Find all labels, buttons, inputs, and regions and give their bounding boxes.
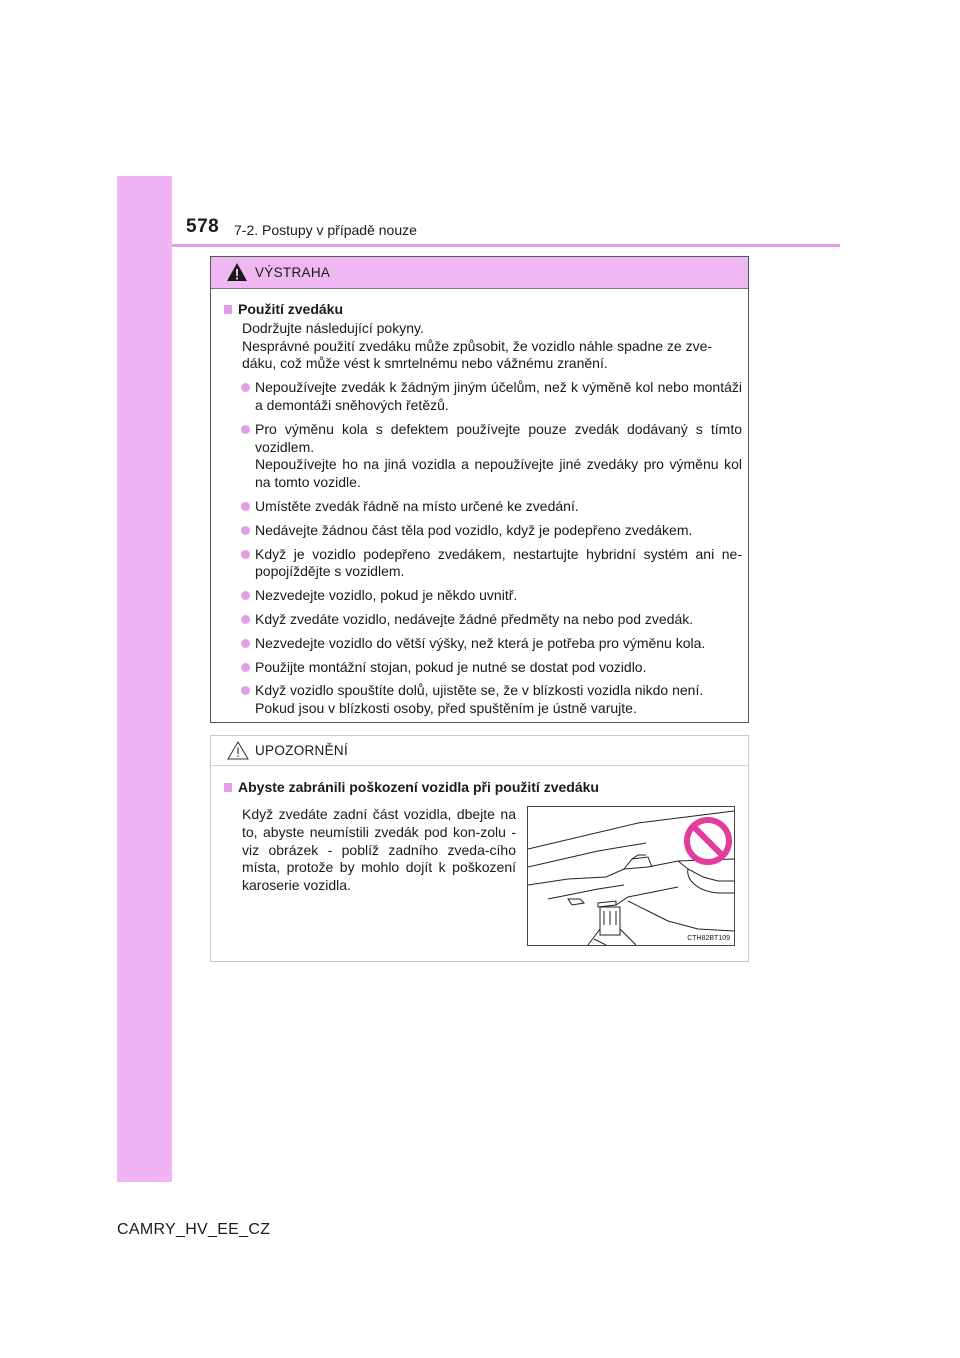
warning-header (211, 257, 748, 289)
list-item: Když vozidlo spouštíte dolů, ujistěte se, že v blízkosti vozidla nikdo není. Pokud jsou v blízkosti osoby, před spuštěním je ústně varujte. (224, 682, 742, 718)
chapter-side-tab (117, 176, 172, 1182)
page-number: 578 (186, 216, 220, 237)
list-item: Umístěte zvedák řádně na místo určené ke zvedání. (224, 498, 742, 516)
bullet-icon (241, 615, 250, 624)
header-rule (172, 244, 840, 247)
square-bullet-icon (224, 305, 232, 314)
figure-code: CTH82BT109 (687, 935, 730, 942)
warning-intro-1: Dodržujte následující pokyny. (242, 319, 424, 336)
caution-text: Když zvedáte zadní část vozidla, dbejte na to, abyste neumístili zvedák pod kon-zolu - viz obrázek - poblíž zadního zveda-cího místa, protože by mohlo dojít k poškození karoserie vozidla. (242, 806, 516, 894)
bullet-icon (241, 550, 250, 559)
caution-icon (227, 741, 249, 760)
warning-icon (227, 263, 247, 281)
bullet-icon (241, 425, 250, 434)
list-item: Nedávejte žádnou část těla pod vozidlo, když je podepřeno zvedákem. (224, 522, 742, 540)
bullet-icon (241, 383, 250, 392)
list-item: Nezvedejte vozidlo do větší výšky, než která je potřeba pro výměnu kola. (224, 635, 742, 653)
caution-label: UPOZORNĚNÍ (255, 743, 349, 758)
square-bullet-icon (224, 783, 232, 792)
caution-box (210, 735, 749, 962)
jack-placement-figure (527, 806, 735, 946)
warning-topic: Použití zvedáku (224, 301, 742, 319)
bullet-icon (241, 686, 250, 695)
bullet-icon (241, 526, 250, 535)
document-code: CAMRY_HV_EE_CZ (117, 1221, 271, 1238)
warning-label: VÝSTRAHA (255, 265, 331, 280)
caution-header (211, 736, 748, 766)
bullet-icon (241, 591, 250, 600)
list-item: Použijte montážní stojan, pokud je nutné se dostat pod vozidlo. (224, 659, 742, 677)
warning-intro-2: Nesprávné použití zvedáku může způsobit, že vozidlo náhle spadne ze zve-dáku, což může vést k smrtelnému nebo vážnému zranění. (242, 337, 713, 372)
bullet-icon (241, 639, 250, 648)
list-item: Když zvedáte vozidlo, nedávejte žádné předměty na nebo pod zvedák. (224, 611, 742, 629)
section-title: 7-2. Postupy v případě nouze (234, 222, 417, 238)
list-item: Když je vozidlo podepřeno zvedákem, nestartujte hybridní systém ani ne-popojíždějte s vozidlem. (224, 546, 742, 582)
caution-topic: Abyste zabránili poškození vozidla při použití zvedáku (224, 779, 742, 797)
list-item: Pro výměnu kola s defektem používejte pouze zvedák dodávaný s tímto vozidlem. Nepoužívejte ho na jiná vozidla a nepoužívejte jiné zvedáky pro výměnu kol na tomto vozidle. (224, 421, 742, 492)
vehicle-underbody-illustration (528, 807, 734, 945)
warning-box (210, 256, 749, 723)
list-item: Nezvedejte vozidlo, pokud je někdo uvnitř. (224, 587, 742, 605)
list-item: Nepoužívejte zvedák k žádným jiným účelům, než k výměně kol nebo montáži a demontáži sněhových řetězů. (224, 379, 742, 415)
bullet-icon (241, 502, 250, 511)
bullet-icon (241, 663, 250, 672)
